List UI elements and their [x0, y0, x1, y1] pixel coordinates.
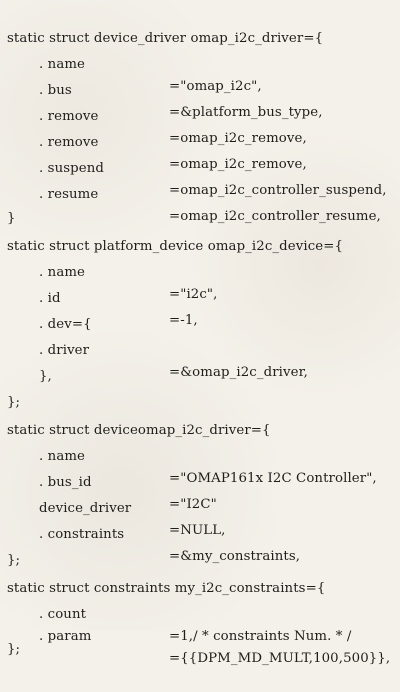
field-name: . constraints — [39, 527, 125, 542]
field-value: =omap_i2c_remove, — [169, 157, 307, 172]
struct-header: static struct deviceomap_i2c_driver={ — [7, 423, 271, 438]
inner-closing-brace: }, — [39, 369, 52, 384]
struct-header: static struct device_driver omap_i2c_driver={ — [7, 31, 324, 46]
field-value: ="i2c", — [169, 287, 218, 302]
field-value: =&platform_bus_type, — [169, 105, 323, 120]
line-13 — [0, 318, 400, 380]
struct-header: static struct platform_device omap_i2c_device={ — [7, 239, 344, 254]
field-name: . suspend — [39, 161, 105, 176]
field-name: . resume — [39, 187, 99, 202]
field-name: . bus_id — [39, 475, 92, 490]
closing-brace: }; — [7, 395, 21, 410]
closing-brace: } — [7, 211, 16, 226]
field-name: device_driver — [39, 501, 132, 516]
field-value: ="omap_i2c", — [169, 79, 262, 94]
field-name: . name — [39, 449, 86, 464]
closing-brace: }; — [7, 553, 21, 568]
line-25 — [0, 617, 400, 657]
field-value: =omap_i2c_remove, — [169, 131, 307, 146]
field-name: . id — [39, 291, 61, 306]
field-name: . remove — [39, 109, 99, 124]
field-name: . count — [39, 607, 87, 622]
line-9 — [0, 214, 400, 254]
closing-brace: }; — [7, 642, 21, 657]
line-15 — [0, 370, 400, 410]
field-name: . remove — [39, 135, 99, 150]
line-22 — [0, 556, 400, 596]
field-name: . driver — [39, 343, 90, 358]
field-name: . name — [39, 57, 86, 72]
line-1 — [0, 6, 400, 46]
field-value: =NULL, — [169, 523, 226, 538]
field-value: =omap_i2c_controller_resume, — [169, 209, 381, 224]
field-value: ="OMAP161x I2C Controller", — [169, 471, 377, 486]
field-name: . param — [39, 629, 92, 644]
field-value: =1,/ * constraints Num. * / — [169, 629, 352, 644]
field-value: =omap_i2c_controller_suspend, — [169, 183, 387, 198]
field-value: =-1, — [169, 313, 198, 328]
field-value: ={{DPM_MD_MULT,100,500}}, — [169, 651, 391, 666]
line-12 — [0, 292, 400, 332]
field-value: =&my_constraints, — [169, 549, 301, 564]
field-value: ="I2C" — [169, 497, 217, 512]
field-value: =&omap_i2c_driver, — [169, 365, 308, 380]
line-16 — [0, 398, 400, 438]
field-name: . dev={ — [39, 317, 92, 332]
field-name: . name — [39, 265, 86, 280]
struct-header: static struct constraints my_i2c_constraints={ — [7, 581, 326, 596]
field-name: . bus — [39, 83, 72, 98]
